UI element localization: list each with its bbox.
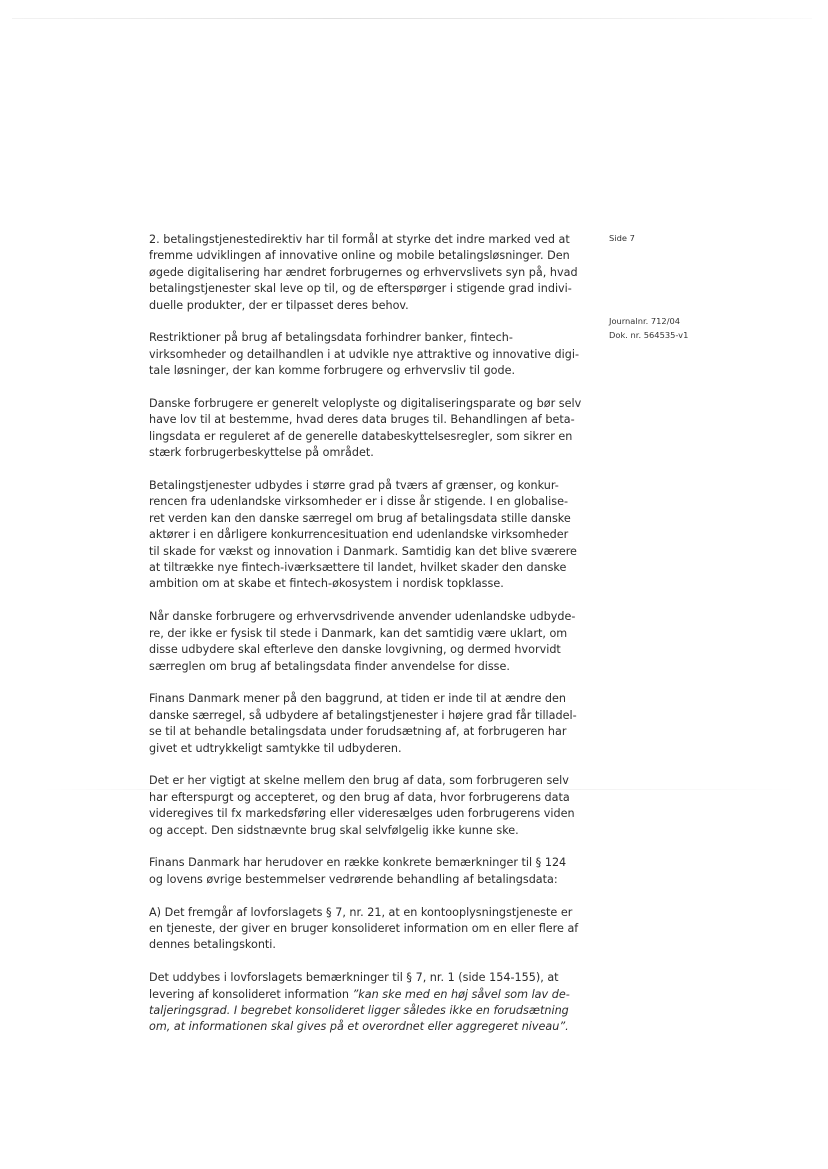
page-number: Side 7 (609, 233, 635, 243)
paragraph-line: og lovens øvrige bestemmelser vedrørende behandling af betalingsdata: (149, 872, 558, 886)
paragraph-line: 2. betalingstjenestedirektiv har til formål at styrke det indre marked ved at (149, 233, 570, 246)
paragraph (149, 970, 579, 1036)
paragraph-line: lingsdata er reguleret af de generelle databeskyttelsesregler, som sikrer en (149, 429, 573, 443)
paragraph-line: aktører i en dårligere konkurrencesituation end udenlandske virksomheder (149, 528, 569, 542)
scan-artifact-top (12, 18, 812, 19)
paragraph-line: dennes betalingskonti. (149, 938, 276, 952)
document-body (149, 232, 582, 1052)
paragraph-line: øgede digitalisering har ændret forbrugernes og erhvervslivets syn på, hvad (149, 265, 578, 279)
paragraph (149, 855, 579, 888)
paragraph-line: og accept. Den sidstnævnte brug skal selvfølgelig ikke kunne ske. (149, 823, 519, 837)
paragraph-line: taljeringsgrad. I begrebet konsolideret ligger således ikke en forudsætning (149, 1003, 569, 1017)
paragraph-line: videregives til fx markedsføring eller videresælges uden forbrugerens viden (149, 807, 575, 821)
paragraph-line: betalingstjenester skal leve op til, og de efterspørger i stigende grad indivi- (149, 282, 572, 296)
paragraph-line: Når danske forbrugere og erhvervsdrivende anvender udenlandske udbyde- (149, 610, 576, 624)
paragraph-line: rencen fra udenlandske virksomheder er i disse år stigende. I en globalise- (149, 495, 568, 509)
paragraph-line: at tiltrække nye fintech-iværksættere til landet, hvilket skader den danske (149, 561, 567, 575)
line-segment: levering af konsolideret information (149, 987, 353, 1001)
paragraph-line: om, at informationen skal gives på et overordnet eller aggregeret niveau”. (149, 1020, 569, 1034)
paragraph-line: A) Det fremgår af lovforslagets § 7, nr. 21, at en kontooplysningstjeneste er (149, 905, 573, 919)
paragraph-line: tale løsninger, der kan komme forbrugere og erhvervsliv til gode. (149, 364, 516, 378)
paragraph-line: disse udbydere skal efterleve den danske lovgivning, og dermed hvorvidt (149, 643, 561, 657)
paragraph (149, 232, 579, 314)
paragraph (149, 330, 579, 379)
paragraph-line: ret verden kan den danske særregel om brug af betalingsdata stille danske (149, 511, 571, 525)
paragraph-line: givet et udtrykkeligt samtykke til udbyderen. (149, 741, 402, 755)
paragraph-line: har efterspurgt og accepteret, og den brug af data, hvor forbrugerens data (149, 790, 570, 804)
paragraph (149, 905, 579, 954)
paragraph (149, 478, 579, 593)
journal-number: Journalnr. 712/04 (609, 316, 681, 326)
paragraph-line: se til at behandle betalingsdata under forudsætning af, at forbrugeren har (149, 725, 567, 739)
paragraph-line: Restriktioner på brug af betalingsdata forhindrer banker, fintech- (149, 331, 513, 345)
paragraph-line: Finans Danmark mener på den baggrund, at tiden er inde til at ændre den (149, 692, 567, 706)
paragraph-line: Det er her vigtigt at skelne mellem den brug af data, som forbrugeren selv (149, 774, 569, 788)
paragraph-line: en tjeneste, der giver en bruger konsolideret information om en eller flere af (149, 921, 579, 935)
paragraph-line: Finans Danmark har herudover en række konkrete bemærkninger til § 124 (149, 856, 567, 870)
paragraph-line: til skade for vækst og innovation i Danmark. Samtidig kan det blive sværere (149, 544, 577, 558)
paragraph-line: ambition om at skabe et fintech-økosystem i nordisk topklasse. (149, 577, 504, 591)
paragraph-line: re, der ikke er fysisk til stede i Danmark, kan det samtidig være uklart, om (149, 626, 568, 640)
paragraph-line: virksomheder og detailhandlen i at udvikle nye attraktive og innovative digi- (149, 347, 580, 361)
paragraph-line (149, 987, 579, 1003)
paragraph-line: danske særregel, så udbydere af betalingstjenester i højere grad får tilladel- (149, 708, 577, 722)
document-reference (609, 314, 759, 342)
paragraph (149, 396, 582, 462)
paragraph (149, 773, 579, 839)
paragraph-line: særreglen om brug af betalingsdata finder anvendelse for disse. (149, 659, 510, 673)
quoted-text: ”kan ske med en høj såvel som lav de- (352, 987, 570, 1001)
document-number: Dok. nr. 564535-v1 (609, 330, 689, 340)
paragraph (149, 691, 579, 757)
paragraph-line: Det uddybes i lovforslagets bemærkninger til § 7, nr. 1 (side 154-155), at (149, 971, 559, 985)
paragraph-line: duelle produkter, der er tilpasset deres behov. (149, 298, 409, 312)
paragraph-line: Betalingstjenester udbydes i større grad på tværs af grænser, og konkur- (149, 479, 559, 493)
paragraph-line: fremme udviklingen af innovative online og mobile betalingsløsninger. Den (149, 249, 570, 263)
paragraph-line: have lov til at bestemme, hvad deres data bruges til. Behandlingen af beta- (149, 413, 575, 427)
paragraph-line: stærk forbrugerbeskyttelse på området. (149, 446, 374, 460)
paragraph-line: Danske forbrugere er generelt veloplyste og digitaliseringsparate og bør selv (149, 397, 582, 411)
paragraph (149, 609, 579, 675)
